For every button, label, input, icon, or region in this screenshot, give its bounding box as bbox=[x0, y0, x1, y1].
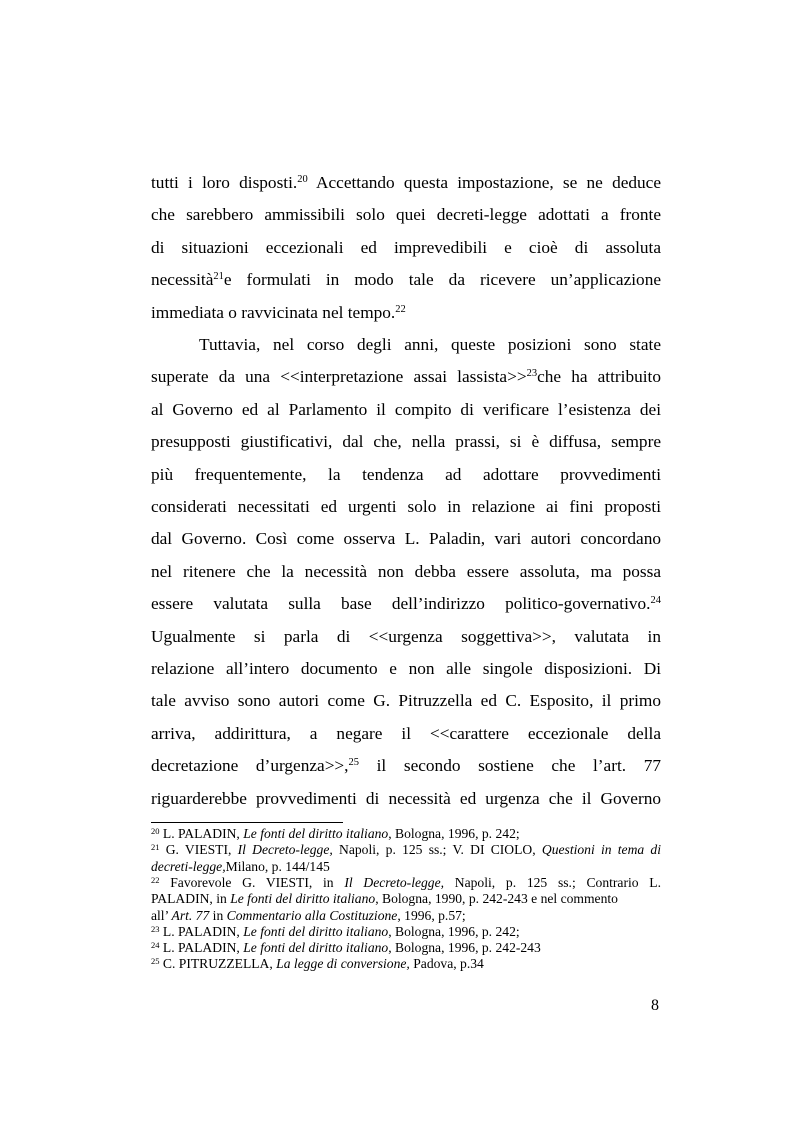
text-run: necessità bbox=[151, 270, 214, 290]
page-number: 8 bbox=[651, 997, 659, 1014]
footnote-ref: 20 bbox=[151, 826, 160, 836]
italic-text: La legge di conversione, bbox=[276, 956, 410, 972]
footnote-ref: 22 bbox=[151, 874, 160, 885]
text-run: il secondo sostiene che l’art. 77 bbox=[359, 756, 661, 776]
text-run: Napoli, p. 125 ss.; V. DI CIOLO, bbox=[332, 842, 542, 858]
text-run: che ha attribuito bbox=[537, 367, 661, 387]
footnote-line bbox=[151, 826, 661, 842]
body-line bbox=[151, 173, 661, 193]
footnote-line bbox=[151, 891, 661, 907]
text-run: che sarebbero ammissibili solo quei decreti-legge adottati a fronte bbox=[151, 205, 661, 225]
footnote-ref: 25 bbox=[151, 956, 160, 967]
footnote-ref: 24 bbox=[151, 940, 160, 951]
text-run: considerati necessitati ed urgenti solo in relazione ai fini proposti bbox=[151, 497, 661, 516]
text-run: al Governo ed al Parlamento il compito di verificare l’esistenza dei bbox=[151, 399, 661, 419]
text-run: decretazione d’urgenza>>, bbox=[151, 756, 349, 776]
text-run: L. PALADIN, bbox=[159, 923, 244, 939]
body-line bbox=[151, 789, 661, 809]
footnote-ref: 21 bbox=[151, 842, 160, 853]
body-line bbox=[151, 724, 661, 744]
text-run: PALADIN, in bbox=[151, 891, 231, 907]
italic-text: Le fonti del diritto italiano bbox=[243, 940, 389, 956]
text-run: Tuttavia, nel corso degli anni, queste posizioni sono state bbox=[199, 335, 661, 354]
text-run: L. PALADIN, bbox=[159, 826, 244, 841]
body-line bbox=[151, 691, 661, 711]
text-run: , Bologna, 1990, p. 242-243 e nel commento bbox=[375, 891, 618, 907]
text-run: essere valutata sulla base dell’indirizzo politico-governativo. bbox=[151, 594, 651, 614]
italic-text: decreti-legge, bbox=[151, 858, 226, 874]
text-run: , Bologna, 1996, p. 242; bbox=[388, 923, 520, 939]
text-run: nel ritenere che la necessità non debba essere assoluta, ma possa bbox=[151, 561, 661, 581]
text-run: , 1996, p.57; bbox=[397, 907, 466, 923]
body-line bbox=[151, 432, 661, 452]
footnote-line bbox=[151, 908, 661, 924]
text-run: , Bologna, 1996, p. 242-243 bbox=[388, 940, 541, 956]
text-run: presupposti giustificativi, dal che, nella prassi, si è diffusa, sempre bbox=[151, 432, 661, 452]
text-run: e formulati in modo tale da ricevere un’applicazione bbox=[223, 270, 661, 290]
text-run: Favorevole G. VIESTI, in bbox=[159, 874, 345, 890]
italic-text: Commentario alla Costituzione bbox=[226, 907, 398, 923]
body-line bbox=[151, 627, 661, 647]
footnote-ref: 23 bbox=[151, 923, 160, 934]
italic-text: Le fonti del diritto italiano bbox=[230, 891, 376, 907]
footnote-ref: 25 bbox=[348, 757, 360, 769]
text-run: tale avviso sono autori come G. Pitruzzella ed C. Esposito, il primo bbox=[151, 691, 661, 711]
italic-text: Il Decreto-legge, bbox=[344, 874, 445, 890]
body-line bbox=[151, 562, 661, 582]
text-run: tutti i loro disposti. bbox=[151, 173, 298, 192]
footnote-ref: 23 bbox=[526, 368, 538, 380]
text-run: superate da una <<interpretazione assai lassista>> bbox=[151, 367, 527, 387]
body-line bbox=[151, 659, 661, 679]
text-run: Ugualmente si parla di <<urgenza soggettiva>>, valutata in bbox=[151, 626, 661, 646]
body-line bbox=[151, 497, 661, 517]
footnote-ref: 21 bbox=[213, 271, 224, 283]
text-run: Accettando questa impostazione, se ne deduce bbox=[307, 173, 662, 192]
footnote-line bbox=[151, 875, 661, 891]
text-run: L. PALADIN, bbox=[159, 940, 244, 956]
footnote-ref: 20 bbox=[297, 174, 308, 185]
text-run: dal Governo. Così come osserva L. Paladin, vari autori concordano bbox=[151, 529, 661, 549]
text-run: relazione all’intero documento e non alle singole disposizioni. Di bbox=[151, 659, 661, 678]
footnote-line bbox=[151, 842, 661, 858]
footnote-ref: 24 bbox=[650, 595, 661, 607]
footnote-separator bbox=[151, 822, 343, 823]
text-run: , Bologna, 1996, p. 242; bbox=[388, 826, 520, 841]
italic-text: Le fonti del diritto italiano bbox=[243, 923, 389, 939]
body-line bbox=[151, 756, 661, 776]
body-line bbox=[151, 270, 661, 290]
body-line bbox=[151, 529, 661, 549]
body-line bbox=[199, 335, 661, 355]
body-line bbox=[151, 303, 661, 323]
italic-text: Il Decreto-legge, bbox=[237, 842, 333, 858]
body-line bbox=[151, 238, 661, 258]
text-run: Milano, p. 144/145 bbox=[225, 858, 330, 874]
italic-text: Art. 77 bbox=[171, 907, 210, 923]
italic-text: Le fonti del diritto italiano bbox=[243, 826, 389, 841]
footnote-line bbox=[151, 956, 661, 972]
text-run: G. VIESTI, bbox=[159, 842, 238, 858]
body-line bbox=[151, 594, 661, 614]
text-run: riguarderebbe provvedimenti di necessità ed urgenza che il Governo bbox=[151, 788, 661, 808]
body-line bbox=[151, 205, 661, 225]
text-run: immediata o ravvicinata nel tempo. bbox=[151, 302, 396, 322]
text-run: arriva, addirittura, a negare il <<carattere eccezionale della bbox=[151, 723, 661, 743]
text-run: Padova, p.34 bbox=[409, 956, 484, 972]
text-run: Napoli, p. 125 ss.; Contrario L. bbox=[444, 874, 662, 890]
body-line bbox=[151, 465, 661, 485]
text-run: di situazioni eccezionali ed imprevedibili e cioè di assoluta bbox=[151, 237, 661, 257]
text-run: più frequentemente, la tendenza ad adottare provvedimenti bbox=[151, 464, 661, 484]
footnote-ref: 22 bbox=[395, 303, 406, 315]
footnote-line bbox=[151, 924, 661, 940]
body-line bbox=[151, 400, 661, 420]
footnote-line bbox=[151, 940, 661, 956]
text-run: all’ bbox=[151, 907, 172, 923]
text-run: C. PITRUZZELLA, bbox=[159, 956, 277, 972]
footnote-line bbox=[151, 859, 661, 875]
text-run: in bbox=[209, 907, 227, 923]
italic-text: Questioni in tema di bbox=[541, 842, 662, 858]
body-line bbox=[151, 367, 661, 387]
